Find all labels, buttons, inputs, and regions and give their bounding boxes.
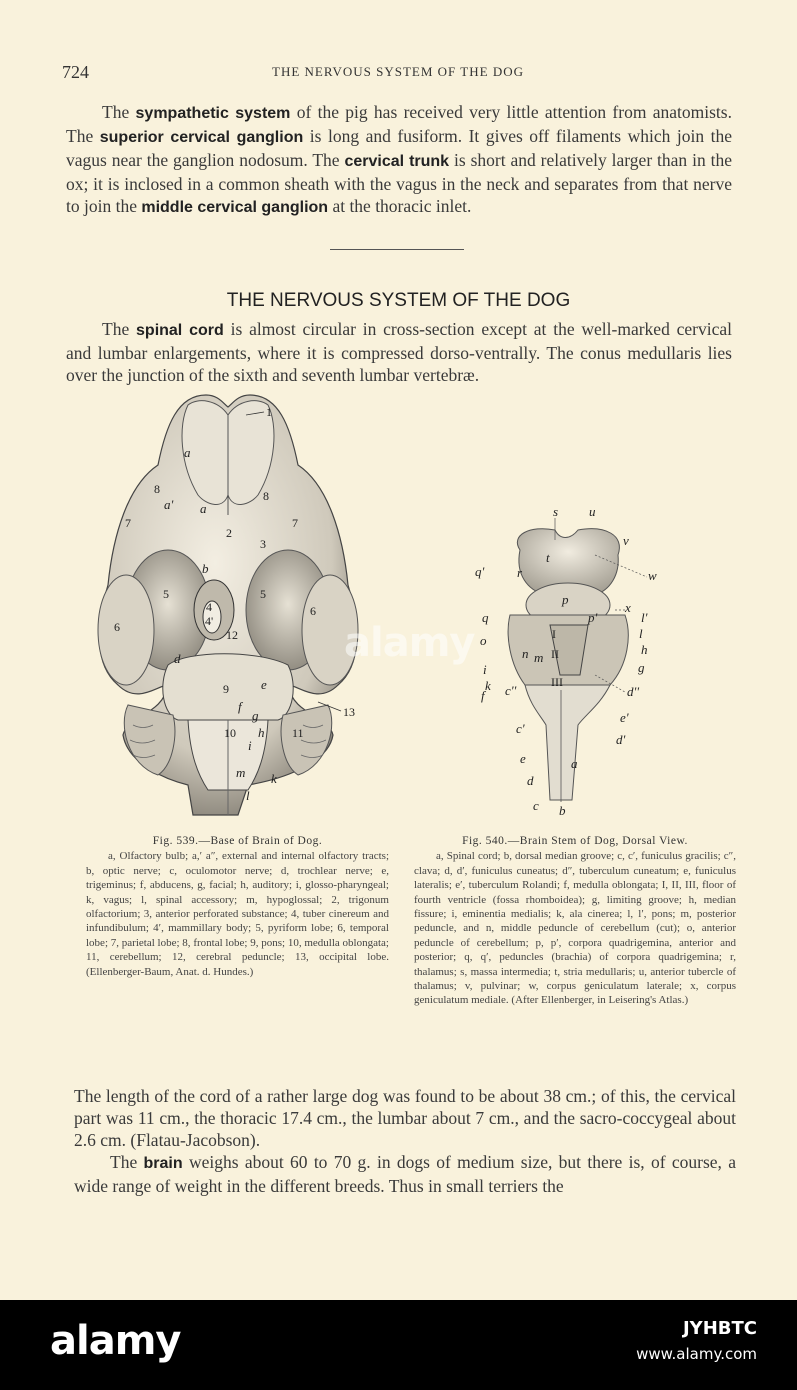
fig540-label: d (527, 773, 534, 788)
fig539-label: d (174, 651, 181, 666)
fig540-label: t (546, 550, 550, 565)
fig539-label: 5 (260, 587, 266, 601)
fig540-label: r (517, 565, 523, 580)
fig539-label: a (184, 445, 191, 460)
fig539-label: f (238, 699, 242, 714)
fig540-label: k (485, 678, 491, 693)
fig540-label: c (533, 798, 539, 813)
fig540-label: o (480, 633, 487, 648)
page-number: 724 (62, 62, 89, 82)
fig539-label: 13 (343, 705, 355, 719)
fig539-label: 9 (223, 682, 229, 696)
fig540-label: e (520, 751, 526, 766)
fig539-label: 4 (206, 600, 212, 614)
fig540-label: l (639, 626, 643, 641)
figure-539-brain-base (88, 385, 368, 830)
fig539-label: g (252, 708, 259, 723)
fig539-label: 5 (163, 587, 169, 601)
fig540-label: q (482, 610, 489, 625)
fig539-label: h (258, 725, 265, 740)
fig540-label: g (638, 660, 645, 675)
fig539-label: 1 (266, 405, 272, 419)
figure-539-caption-title: Fig. 539.—Base of Brain of Dog. (152, 835, 323, 847)
running-title: THE NERVOUS SYSTEM OF THE DOG (272, 64, 524, 79)
fig540-label: h (641, 642, 648, 657)
fig539-label: a (200, 501, 207, 516)
fig539-label: l (246, 788, 250, 803)
fig540-label: d' (616, 732, 626, 747)
cerebellum-right (281, 705, 332, 775)
section-title: THE NERVOUS SYSTEM OF THE DOG (226, 290, 571, 311)
figure-540-caption-body: a, Spinal cord; b, dorsal median groove; c, c′, funiculus gracilis; c″, clava; d, d′, funiculus cuneatus; d″, tuberculum cuneatum; e, funiculus lateralis; e′, tuberculum Rolandi; f, medulla oblongata; I, II, III, floor of fourth ventricle (fossa rhomboidea); g, limiting groove; h, median fissure; i, eminentia medialis; k, ala cinerea; l, l′, pons; m, posterior peduncle, and n, middle peduncle of cerebellum (cut); o, anterior peduncle of cerebellum; p, p′, corpora quadrigemina, anterior and posterior; q, q′, peduncles (brachia) of corpora quadrigemina; r, thalamus; s, massa intermedia; t, stria medullaris; u, anterior tubercle of thalamus; v, pulvinar; w, corpus geniculatum laterale; x, corpus geniculatum mediale. (After Ellenberger, in Leisering's Atlas.) (414, 850, 736, 1007)
fig540-label: c' (516, 721, 525, 736)
fig540-label: f (481, 688, 485, 703)
fig540-label: q' (475, 564, 485, 579)
figure-540-caption-title: Fig. 540.—Brain Stem of Dog, Dorsal View. (462, 835, 688, 847)
fig539-label: 6 (114, 620, 120, 634)
fig540-label: m (534, 650, 544, 665)
fig539-label: 6 (310, 604, 316, 618)
fig539-label: 2 (226, 526, 232, 540)
fig539-label: 3 (260, 537, 266, 551)
fig540-label: II (551, 647, 559, 661)
temporal-lobe-left (98, 575, 154, 685)
cord-length-paragraph: The length of the cord of a rather large dog was found to be about 38 cm.; of this, the cervical part was 11 cm., the thoracic 17.4 cm., the lumbar about 7 cm., and the sacro-coccygeal about 2.6 cm. (Flatau-Jacobson). (74, 1086, 736, 1150)
fig540-label: s (553, 504, 559, 519)
fig540-label: i (483, 662, 487, 677)
fig540-label: w (648, 568, 657, 583)
fig539-label: i (248, 738, 252, 753)
watermark-logo: alamy (50, 1318, 181, 1364)
fig540-label: x (625, 600, 631, 615)
figure-539-caption-body: a, Olfactory bulb; a,′ a″, external and internal olfactory tracts; b, optic nerve; c, oculomotor nerve; d, trochlear nerve; e, trigeminus; f, abducens, g, facial; h, auditory; i, glosso-pharyngeal; k, vagus; l, spinal accessory; m, hypoglossal; 2, trigonum olfactorium; 3, anterior perforated substance; 4, tuber cinereum and infundibulum; 4′, mammillary body; 5, pyriform lobe; 6, temporal lobe; 7, parietal lobe; 8, frontal lobe; 9, pons; 10, medulla oblongata; 11, cerebellum; 12, cerebral peduncle; 13, occipital lobe. (Ellenberger-Baum, Anat. d. Hundes.) (86, 850, 389, 978)
fig540-label: e' (620, 710, 629, 725)
figure-539-caption (86, 834, 389, 979)
watermark-image-id: JYHBTC (682, 1318, 757, 1339)
fig539-label: 7 (292, 516, 298, 530)
intro-paragraph: The sympathetic system of the pig has received very little attention from anatomists. The superior cervical ganglion is long and fusiform. It gives off filaments which join the vagus near the ganglion nodosum. The cervical trunk is short and relatively larger than in the ox; it is inclosed in a common sheath with the vagus in the neck and separates from that nerve to join the middle cervical ganglion at the thoracic inlet. (66, 102, 733, 216)
fig539-label: 8 (263, 489, 269, 503)
fig539-label: k (271, 771, 277, 786)
figure-540-brain-stem (470, 500, 670, 820)
figure-540-caption (414, 834, 736, 1008)
fig540-label: a (571, 756, 578, 771)
fig540-label: p' (588, 610, 598, 625)
fig539-label: 12 (226, 628, 238, 642)
fig540-label: p (562, 592, 569, 607)
watermark-url: www.alamy.com (636, 1345, 757, 1363)
fig539-label: b (202, 561, 209, 576)
fig540-label: v (623, 533, 629, 548)
fig539-label: 8 (154, 482, 160, 496)
running-head (62, 62, 734, 86)
fig539-label: a' (164, 497, 174, 512)
medulla-stem (525, 685, 610, 800)
fig539-label: 7 (125, 516, 131, 530)
section-divider (330, 249, 464, 250)
fig540-label: b (559, 803, 566, 818)
fig540-label: c'' (505, 683, 517, 698)
fig540-label: I (552, 627, 556, 641)
spinal-cord-paragraph: The spinal cord is almost circular in cross-section except at the well-marked cervical and lumbar enlargements, where it is compressed dorso-ventrally. The conus medullaris lies over the junction of the sixth and seventh lumbar vertebræ. (66, 319, 732, 385)
fig540-label: l' (641, 610, 648, 625)
cerebellum-left (124, 705, 175, 775)
fig539-label: e (261, 677, 267, 692)
fig539-label: 10 (224, 726, 236, 740)
fig540-label: u (589, 504, 596, 519)
fig540-label: n (522, 646, 529, 661)
fig540-label: III (551, 675, 563, 689)
watermark-overlay: alamy (344, 620, 475, 666)
fig539-label: 11 (292, 726, 304, 740)
fig539-label: m (236, 765, 246, 780)
fig539-label: 4' (205, 614, 214, 628)
brain-weight-paragraph: The brain weighs about 60 to 70 g. in dogs of medium size, but there is, of course, a wide range of weight in the different breeds. Thus in small terriers the (74, 1152, 736, 1196)
fig540-label: d'' (627, 684, 640, 699)
